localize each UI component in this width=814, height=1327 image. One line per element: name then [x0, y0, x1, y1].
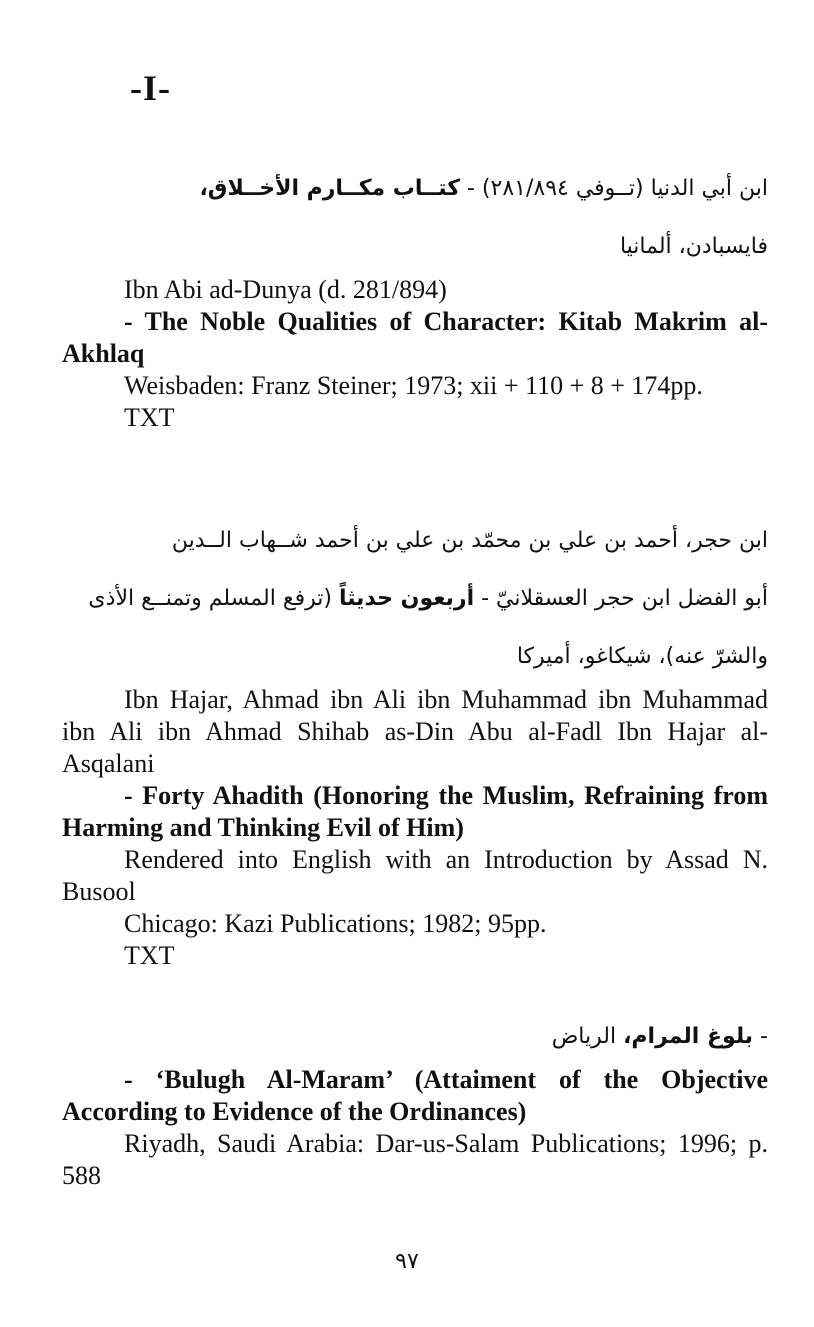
- arabic-text: (ترفع المسلم وتمنــع الأذى: [88, 586, 339, 611]
- arabic-citation-line: [62, 160, 768, 218]
- entry-publication: Chicago: Kazi Publications; 1982; 95pp.: [124, 909, 547, 938]
- arabic-text: والشرّ عنه)، شيكاغو، أميركا: [516, 644, 768, 669]
- arabic-citation-line: [62, 512, 768, 570]
- entry-translator: Rendered into English with an Introduction by Assad N. Busool: [62, 845, 768, 906]
- entry-format: TXT: [124, 941, 175, 970]
- arabic-text: ابن حجر، أحمد بن علي بن محمّد بن علي بن أحمد شــهاب الــدين: [171, 528, 768, 553]
- arabic-text: ابن أبي الدنيا (تــوفي ٢٨١/٨٩٤) -: [460, 176, 768, 201]
- arabic-title: أربعون حديثاً: [338, 586, 475, 611]
- entry-format: TXT: [124, 403, 175, 432]
- arabic-title: كتــاب مكــارم الأخــلاق،: [199, 176, 460, 201]
- arabic-citation-line: [62, 1008, 768, 1066]
- section-letter-heading: -I-: [130, 68, 171, 108]
- entry-publication: Weisbaden: Franz Steiner; 1973; xii + 110 + 8 + 174pp.: [124, 371, 703, 400]
- arabic-text: فايسبادن، ألمانيا: [619, 234, 768, 259]
- arabic-text: أبو الفضل ابن حجر العسقلانيّ -: [474, 586, 768, 611]
- arabic-text: الرياض: [551, 1024, 624, 1049]
- arabic-title: بلوغ المرام،: [623, 1024, 754, 1049]
- entry-title: - The Noble Qualities of Character: Kitab Makrim al-Akhlaq: [62, 307, 768, 368]
- arabic-citation-line: [62, 628, 768, 686]
- arabic-text: -: [753, 1024, 768, 1049]
- arabic-citation-line: [62, 218, 768, 276]
- bibliography-entry: [62, 160, 768, 434]
- bibliography-entry: [62, 512, 768, 972]
- bibliography-entry: [62, 1008, 768, 1192]
- page-number: ٩٧: [395, 1249, 419, 1274]
- entry-author: Ibn Hajar, Ahmad ibn Ali ibn Muhammad ibn Muhammad ibn Ali ibn Ahmad Shihab as-Din Abu al-Fadl Ibn Hajar al-Asqalani: [62, 685, 768, 778]
- entry-author: Ibn Abi ad-Dunya (d. 281/894): [124, 275, 447, 304]
- entry-publication: Riyadh, Saudi Arabia: Dar-us-Salam Publications; 1996; p. 588: [62, 1129, 768, 1190]
- entry-title: - ‘Bulugh Al-Maram’ (Attaiment of the Objective According to Evidence of the Ordinances): [62, 1065, 768, 1126]
- entry-title: - Forty Ahadith (Honoring the Muslim, Refraining from Harming and Thinking Evil of Him): [62, 781, 768, 842]
- arabic-citation-line: [62, 570, 768, 628]
